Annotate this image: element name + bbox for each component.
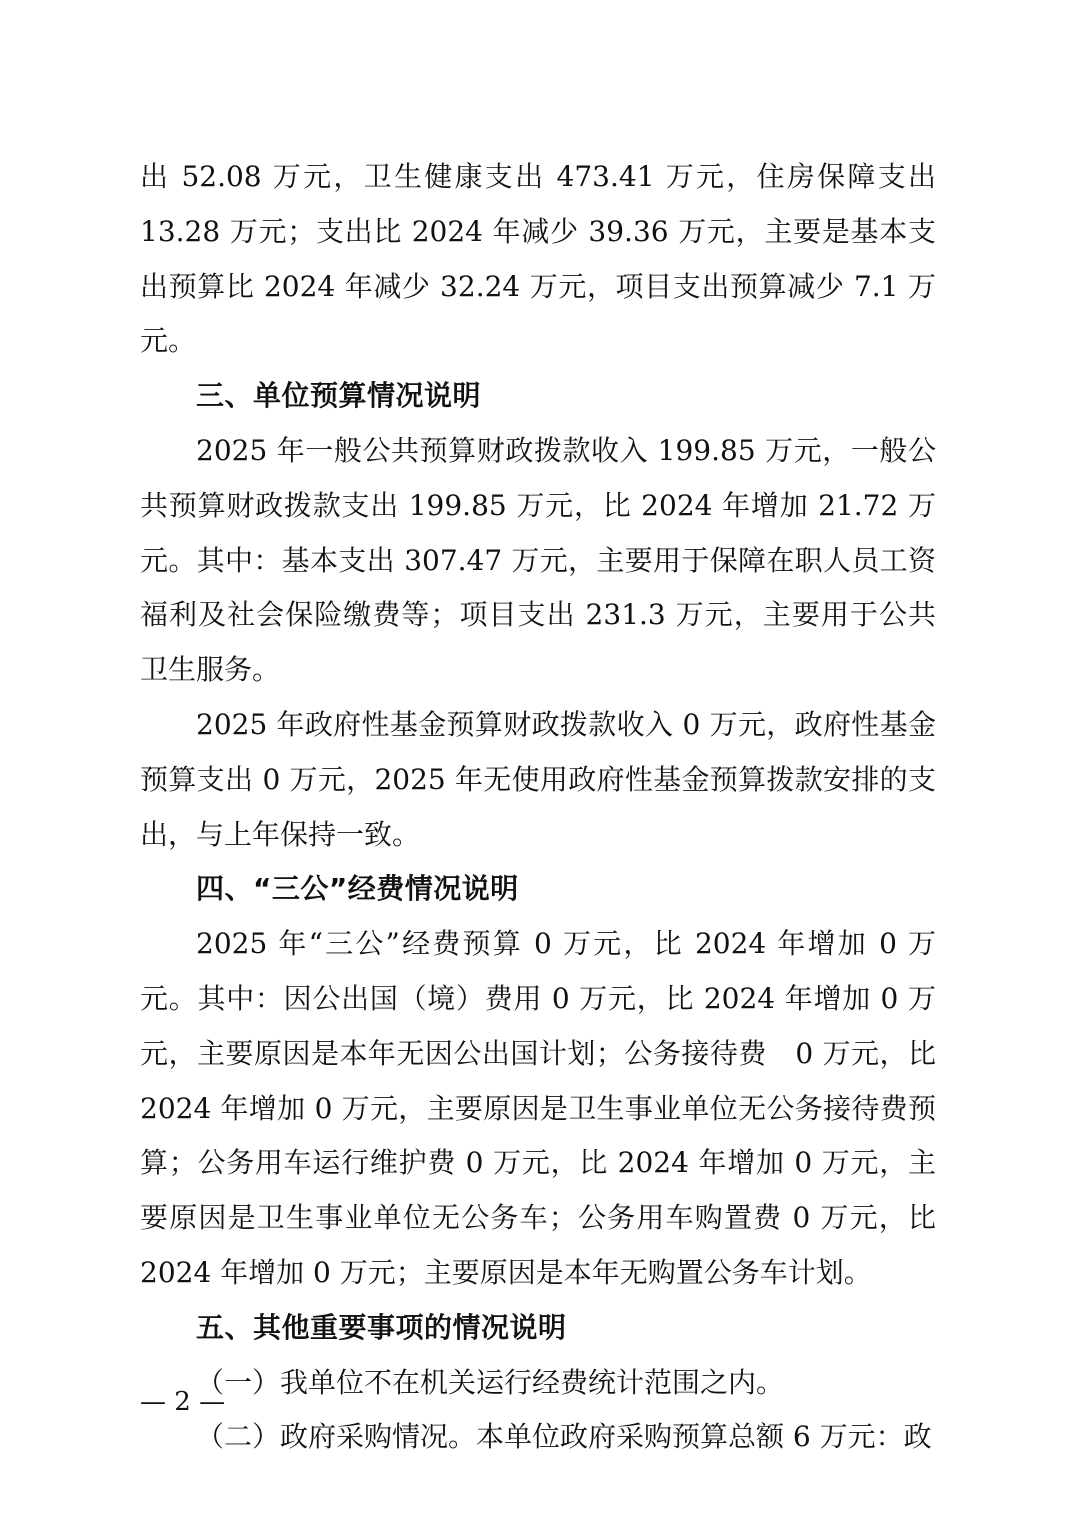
heading-unit-budget: 三、单位预算情况说明 [196, 379, 482, 413]
paragraph-three-public-expenses: 2025 年“三公”经费预算 0 万元，比 2024 年增加 0 万元。其中：因公出国（境）费用 0 万元，比 2024 年增加 0 万元，主要原因是本年无因公出国计划；公务接待费 0 万元，比 2024 年增加 0 万元，主要原因是卫生事业单位无公务接待费预算；公务用车运行维护费 0 万元，比 2024 年增加 0 万元，主要原因是卫生事业单位无公务车；公务用车购置费 0 万元，比 2024 年增加 0 万元；主要原因是本年无购置公务车计划。 [140, 927, 936, 1289]
paragraph-government-fund: 2025 年政府性基金预算财政拨款收入 0 万元，政府性基金预算支出 0 万元，2025 年无使用政府性基金预算拨款安排的支出，与上年保持一致。 [140, 707, 936, 851]
document-body [140, 150, 965, 1465]
paragraph-item-one: （一）我单位不在机关运行经费统计范围之内。 [196, 1365, 785, 1399]
paragraph-expenditure-summary: 出 52.08 万元，卫生健康支出 473.41 万元，住房保障支出 13.28 万元；支出比 2024 年减少 39.36 万元，主要是基本支出预算比 2024 年减少 32.24 万元，项目支出预算减少 7.1 万元。 [140, 160, 965, 358]
heading-three-public-expenses: 四、“三公”经费情况说明 [196, 872, 519, 906]
page-number: — 2 — [140, 1387, 226, 1417]
heading-other-matters: 五、其他重要事项的情况说明 [196, 1310, 567, 1344]
paragraph-item-two: （二）政府采购情况。本单位政府采购预算总额 6 万元：政 [196, 1420, 932, 1454]
paragraph-general-budget: 2025 年一般公共预算财政拨款收入 199.85 万元，一般公共预算财政拨款支出 199.85 万元，比 2024 年增加 21.72 万元。其中：基本支出 307.47 万元，主要用于保障在职人员工资福利及社会保险缴费等；项目支出 231.3 万元，主要用于公共卫生服务。 [140, 433, 936, 687]
